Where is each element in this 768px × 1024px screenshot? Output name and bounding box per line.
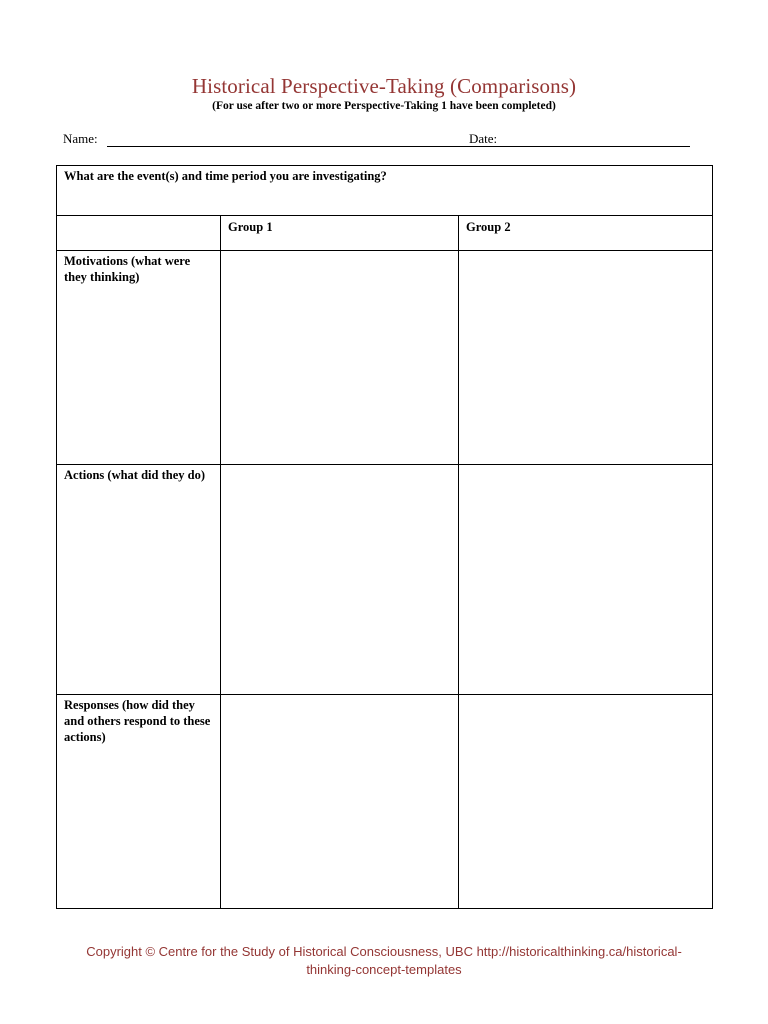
header-cell-group-1: Group 1 <box>221 216 459 251</box>
page-subtitle: (For use after two or more Perspective-Taking 1 have been completed) <box>212 100 556 112</box>
cell-actions-group-1[interactable] <box>221 465 459 695</box>
footer-line-1[interactable]: Copyright © Centre for the Study of Historical Consciousness, UBC http://historicalthinking.ca/historical- <box>86 944 682 959</box>
table-row <box>57 695 713 909</box>
copyright-footer <box>0 943 768 979</box>
page-title: Historical Perspective-Taking (Comparisons) <box>191 74 577 98</box>
question-cell[interactable]: What are the event(s) and time period you are investigating? <box>57 166 713 216</box>
cell-motivations-group-2[interactable] <box>459 251 713 465</box>
date-field[interactable] <box>509 146 690 147</box>
date-label: Date: <box>469 131 498 146</box>
row-label-motivations: Motivations (what were they thinking) <box>57 251 221 465</box>
name-date-row <box>63 130 703 148</box>
cell-actions-group-2[interactable] <box>459 465 713 695</box>
header-cell-empty <box>57 216 221 251</box>
row-label-actions: Actions (what did they do) <box>57 465 221 695</box>
table-row <box>57 465 713 695</box>
header-cell-group-2: Group 2 <box>459 216 713 251</box>
table-row <box>57 251 713 465</box>
table-row <box>57 166 713 216</box>
footer-line-2[interactable]: thinking-concept-templates <box>306 962 462 977</box>
row-label-responses: Responses (how did they and others respond to these actions) <box>57 695 221 909</box>
name-label: Name: <box>63 131 98 146</box>
comparison-table <box>56 165 713 909</box>
cell-responses-group-2[interactable] <box>459 695 713 909</box>
table-header-row <box>57 216 713 251</box>
cell-motivations-group-1[interactable] <box>221 251 459 465</box>
cell-responses-group-1[interactable] <box>221 695 459 909</box>
name-field[interactable] <box>107 146 524 147</box>
